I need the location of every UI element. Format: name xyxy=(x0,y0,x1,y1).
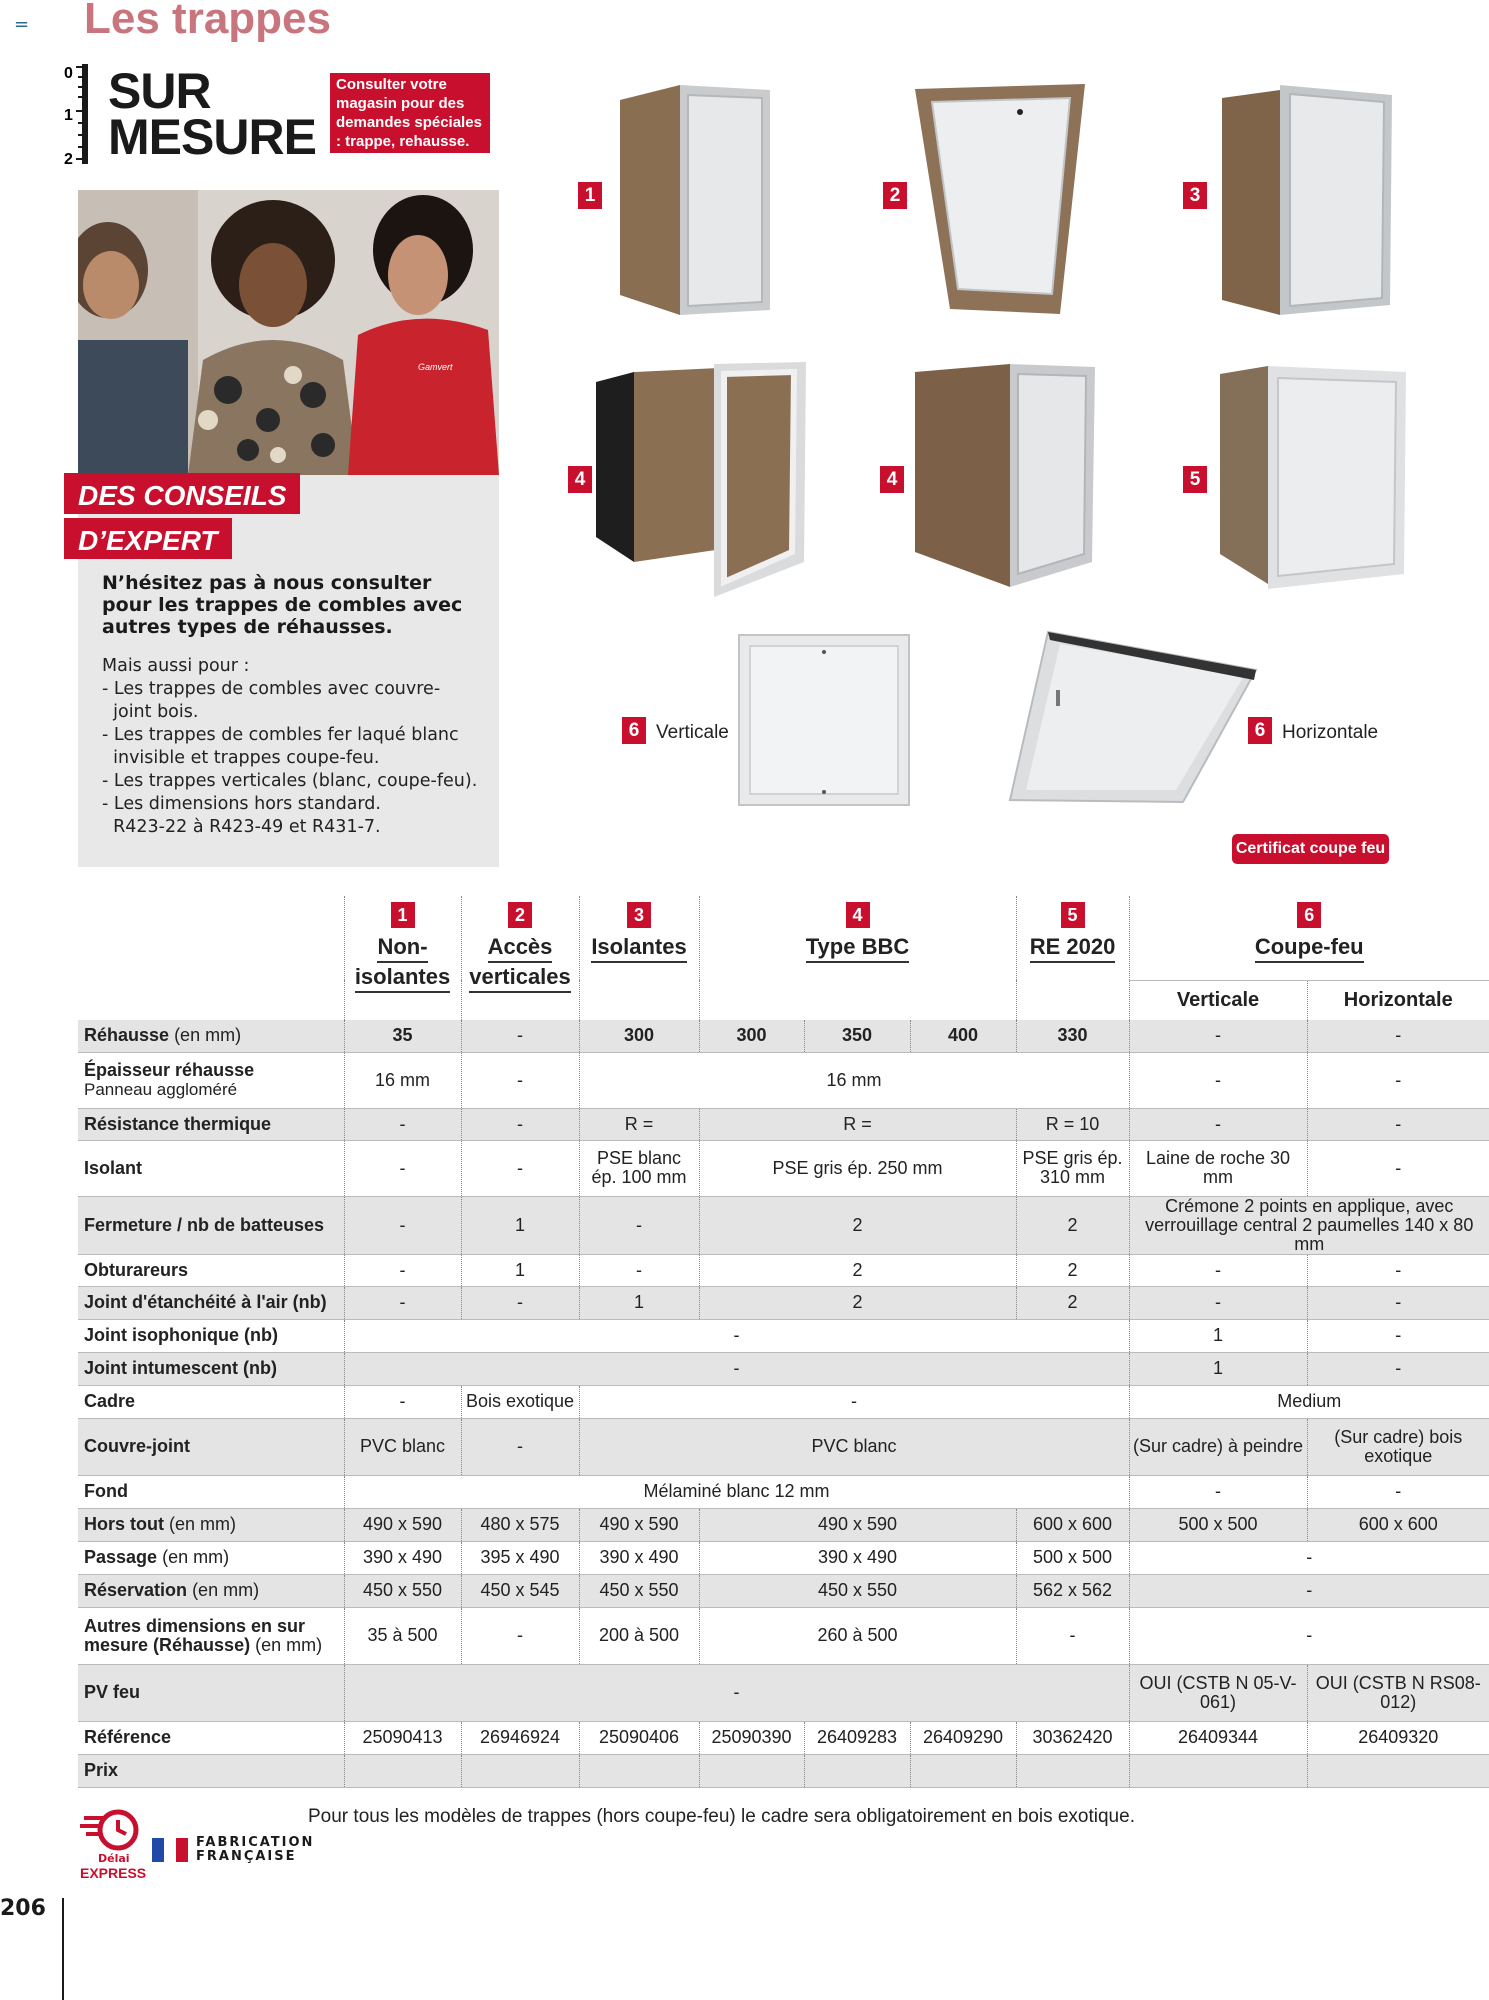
table-header-row xyxy=(78,896,1489,980)
page-divider xyxy=(62,1898,64,2000)
table-row: Joint isophonique (nb) - 1 - xyxy=(78,1319,1489,1352)
list-item: invisible et trappes coupe-feu. xyxy=(102,748,380,768)
table-row: PV feu - OUI (CSTB N 05-V-061) OUI (CSTB N RS08-012) xyxy=(78,1664,1489,1721)
col-num: 1 xyxy=(391,902,415,928)
label-vertical: Verticale xyxy=(656,722,729,743)
col-num: 3 xyxy=(627,902,651,928)
table-row: Cadre - Bois exotique - Medium xyxy=(78,1385,1489,1418)
table-row: Joint d'étanchéité à l'air (nb) - - 1 2 2 - - xyxy=(78,1286,1489,1319)
col-header: Type BBC xyxy=(806,934,910,963)
page-title: Les trappes xyxy=(84,0,331,43)
col-header: Isolantes xyxy=(591,934,686,963)
product-4b-image xyxy=(910,362,1100,592)
special-request-note: Consulter votre magasin pour des demandes spéciales : trappe, rehausse. xyxy=(330,73,490,153)
spec-table xyxy=(78,896,1489,1788)
expert-photo xyxy=(78,190,499,475)
col-header: Non-isolantes xyxy=(355,934,450,993)
product-badge-1: 1 xyxy=(578,182,602,209)
ruler-tick-1: 1 xyxy=(64,107,73,124)
table-row: Réservation (en mm) 450 x 550 450 x 545 450 x 550 450 x 550 562 x 562 - xyxy=(78,1574,1489,1607)
french-flag-icon xyxy=(152,1838,188,1862)
express-text: EXPRESS xyxy=(80,1865,147,1881)
product-1-image xyxy=(600,80,770,320)
product-2-image xyxy=(910,84,1090,314)
product-badge-3: 3 xyxy=(1183,182,1207,209)
col-header: Accès verticales xyxy=(469,934,571,993)
table-row: Joint intumescent (nb) - 1 - xyxy=(78,1352,1489,1385)
product-badge-2: 2 xyxy=(883,182,907,209)
list-item: joint bois. xyxy=(102,702,199,722)
expert-banner-line2: D’EXPERT xyxy=(64,518,232,559)
table-row: Réhausse (en mm) 35 - 300 300 350 400 330 - - xyxy=(78,1020,1489,1052)
product-6-horizontal-image xyxy=(1008,630,1258,805)
product-badge-5: 5 xyxy=(1183,466,1207,493)
sub-col-vertical: Verticale xyxy=(1129,980,1307,1020)
list-item: - Les trappes de combles fer laqué blanc xyxy=(102,725,459,745)
certificate-button[interactable]: Certificat coupe feu xyxy=(1232,834,1389,864)
product-badge-4b: 4 xyxy=(880,466,904,493)
col-num: 6 xyxy=(1297,902,1321,928)
col-header: Coupe-feu xyxy=(1255,934,1364,963)
expert-list xyxy=(102,655,492,839)
table-row: Passage (en mm) 390 x 490 395 x 490 390 x 490 390 x 490 500 x 500 - xyxy=(78,1541,1489,1574)
col-header: RE 2020 xyxy=(1030,934,1116,963)
delai-text: Délai xyxy=(98,1852,130,1865)
sub-col-horizontal: Horizontale xyxy=(1307,980,1489,1020)
product-3-image xyxy=(1220,80,1400,320)
table-row: Référence 25090413 26946924 25090406 25090390 26409283 26409290 30362420 26409344 26409320 xyxy=(78,1721,1489,1754)
table-row: Hors tout (en mm) 490 x 590 480 x 575 490 x 590 490 x 590 600 x 600 500 x 500 600 x 600 xyxy=(78,1508,1489,1541)
expert-intro: N’hésitez pas à nous consulter pour les trappes de combles avec autres types de réhausses. xyxy=(102,572,463,638)
menu-icon[interactable]: = xyxy=(14,14,30,35)
table-row: Épaisseur réhausse Panneau aggloméré 16 mm - 16 mm - - xyxy=(78,1052,1489,1108)
product-4a-image xyxy=(594,362,814,602)
ruler-tick-2: 2 xyxy=(64,151,73,164)
page-number: 206 xyxy=(0,1896,46,1921)
list-item: - Les trappes verticales (blanc, coupe-feu). xyxy=(102,771,478,791)
table-row: Autres dimensions en sur mesure (Réhausse) (en mm) 35 à 500 - 200 à 500 260 à 500 - - xyxy=(78,1607,1489,1664)
product-5-image xyxy=(1218,364,1408,594)
sur-mesure-heading: SUR MESURE xyxy=(108,63,316,165)
table-row: Résistance thermique - - R = R = R = 10 - - xyxy=(78,1108,1489,1140)
table-row: Fond Mélaminé blanc 12 mm - - xyxy=(78,1475,1489,1508)
list-item: - Les trappes de combles avec couvre- xyxy=(102,679,441,699)
expert-banner-line1: DES CONSEILS xyxy=(64,473,300,514)
col-num: 5 xyxy=(1061,902,1085,928)
fabrication-francaise: FABRICATION FRANÇAISE xyxy=(196,1835,315,1864)
product-6-vertical-image xyxy=(738,634,910,806)
svg-text:Gamvert: Gamvert xyxy=(418,362,453,372)
truck-clock-icon xyxy=(78,1808,148,1858)
label-horizontal: Horizontale xyxy=(1282,722,1379,743)
table-row: Fermeture / nb de batteuses - 1 - 2 2 Crémone 2 points en applique, avec verrouillage central 2 paumelles 140 x 80 mm xyxy=(78,1196,1489,1254)
table-row: Isolant - - PSE blanc ép. 100 mm PSE gris ép. 250 mm PSE gris ép. 310 mm Laine de roche 30 mm - xyxy=(78,1140,1489,1196)
table-row: Couvre-joint PVC blanc - PVC blanc (Sur cadre) à peindre (Sur cadre) bois exotique xyxy=(78,1418,1489,1475)
footnote: Pour tous les modèles de trappes (hors coupe-feu) le cadre sera obligatoirement en bois exotique. xyxy=(308,1806,1135,1827)
product-badge-4a: 4 xyxy=(568,466,592,493)
list-item: R423-22 à R423-49 et R431-7. xyxy=(102,817,381,837)
col-num: 2 xyxy=(508,902,532,928)
table-row: Obturareurs - 1 - 2 2 - - xyxy=(78,1254,1489,1286)
list-item: - Les dimensions hors standard. xyxy=(102,794,381,814)
col-num: 4 xyxy=(846,902,870,928)
product-badge-6-vertical: 6 xyxy=(622,717,646,744)
ruler-icon xyxy=(64,64,94,164)
delai-express-badge xyxy=(78,1808,148,1888)
table-row: Prix xyxy=(78,1754,1489,1787)
ruler-tick-0: 0 xyxy=(64,65,73,82)
product-badge-6-horizontal: 6 xyxy=(1248,717,1272,744)
expert-list-title: Mais aussi pour : xyxy=(102,656,250,676)
